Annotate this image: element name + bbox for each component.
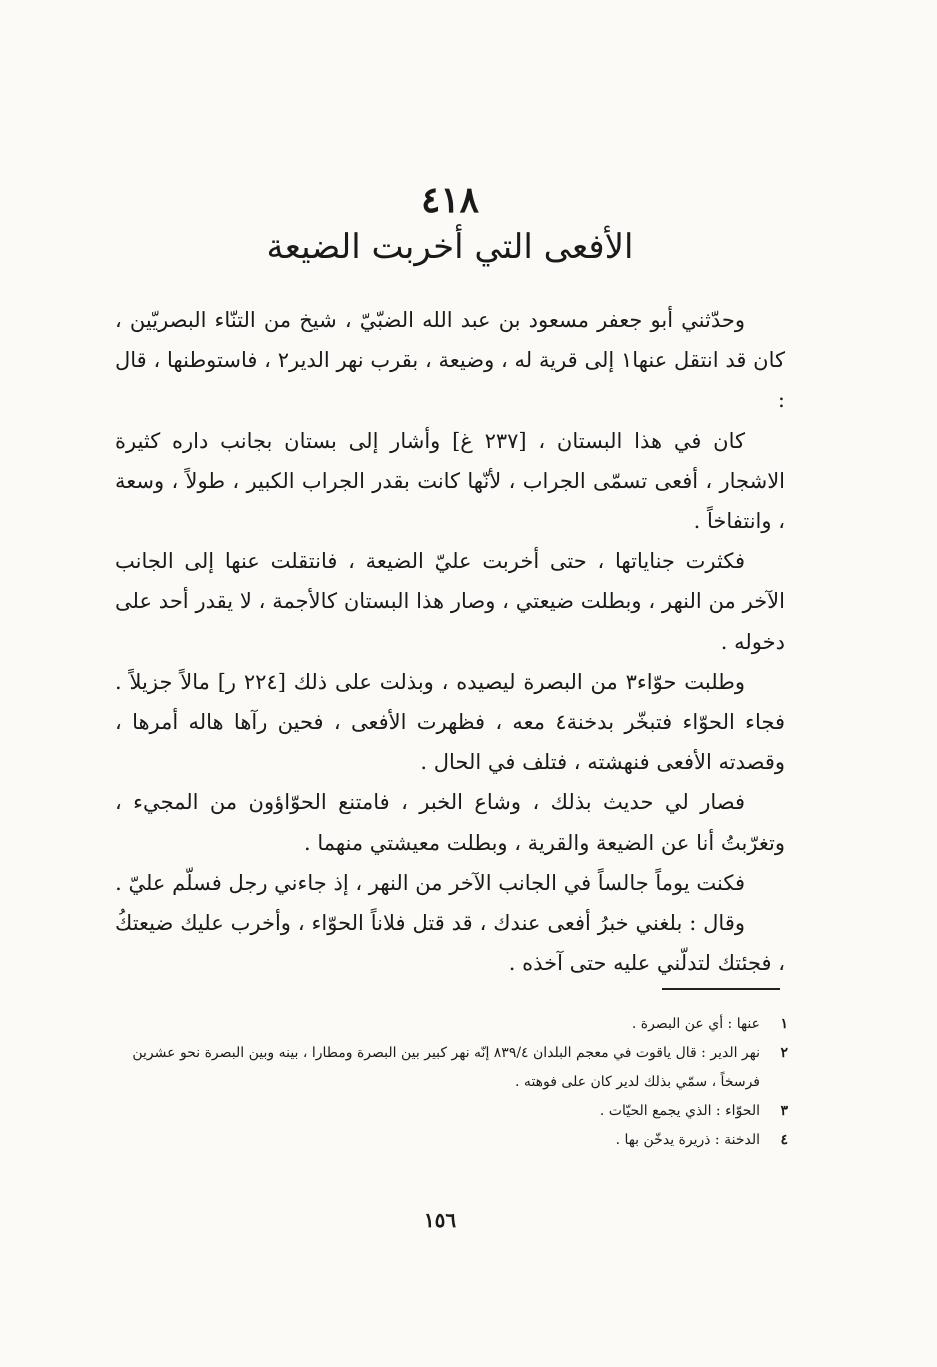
- paragraph: وطلبت حوّاء٣ من البصرة ليصيده ، وبذلت على ذلك [٢٢٤ ر] مالاً جزيلاً . فجاء الحوّاء فتبخّر بدخنة٤ معه ، فظهرت الأفعى ، فحين رآها هاله أمرها ، وقصدته الأفعى فنهشته ، فتلف في الحال .: [115, 669, 785, 775]
- footnote-divider: [662, 988, 780, 990]
- paragraph: فصار لي حديث بذلك ، وشاع الخبر ، فامتنع الحوّاؤون من المجيء ، وتغرّبتُ أنا عن الضيعة والقرية ، وبطلت معيشتي منهما .: [115, 790, 785, 855]
- footnote: [108, 1039, 788, 1097]
- footnote-text: الدخنة : ذريرة يدخّن بها .: [615, 1132, 760, 1148]
- footnote-number: ٣: [780, 1103, 788, 1119]
- footnotes: [108, 1010, 788, 1155]
- footnote-number: ٤: [780, 1132, 788, 1148]
- footnote: [108, 1097, 788, 1126]
- footnote: [108, 1126, 788, 1155]
- paragraph: كان في هذا البستان ، [٢٣٧ غ] وأشار إلى بستان بجانب داره كثيرة الاشجار ، أفعى تسمّى الجراب ، لأنّها كانت بقدر الجراب الكبير ، طولاً ، وسعة ، وانتفاخاً .: [115, 428, 785, 534]
- footnote-text: نهر الدير : قال ياقوت في معجم البلدان ٨٣٩/٤ إنّه نهر كبير بين البصرة ومطارا ، بينه وبين البصرة نحو عشرين فرسخاً ، سمّي بذلك لدير كان على فوهته .: [132, 1045, 760, 1090]
- story-number: ٤١٨: [420, 179, 479, 221]
- paragraph: وقال : بلغني خبرُ أفعى عندك ، قد قتل فلاناً الحوّاء ، وأخرب عليك ضيعتكُ ، فجئتك لتدلّني عليه حتى آخذه .: [115, 911, 785, 976]
- paragraph: فكثرت جناياتها ، حتى أخربت عليّ الضيعة ، فانتقلت عنها إلى الجانب الآخر من النهر ، وبطلت ضيعتي ، وصار هذا البستان كالأجمة ، لا يقدر أحد على دخوله .: [115, 549, 785, 654]
- footnote-text: الحوّاء : الذي يجمع الحيّات .: [599, 1103, 760, 1119]
- story-body: [115, 300, 785, 983]
- footnote: [108, 1010, 788, 1039]
- footnote-text: عنها : أي عن البصرة .: [631, 1016, 760, 1032]
- paragraph: فكنت يوماً جالساً في الجانب الآخر من النهر ، إذ جاءني رجل فسلّم عليّ .: [115, 870, 745, 895]
- footnote-number: ١: [780, 1016, 788, 1032]
- footnote-number: ٢: [780, 1045, 788, 1061]
- page-number: ١٥٦: [423, 1208, 457, 1232]
- paragraph: وحدّثني أبو جعفر مسعود بن عبد الله الضبّيّ ، شيخ من التنّاء البصريّين ، كان قد انتقل عنها١ إلى قرية له ، وضيعة ، بقرب نهر الدير٢ ، فاستوطنها ، قال :: [115, 308, 785, 413]
- story-title: الأفعى التي أخربت الضيعة: [266, 227, 634, 267]
